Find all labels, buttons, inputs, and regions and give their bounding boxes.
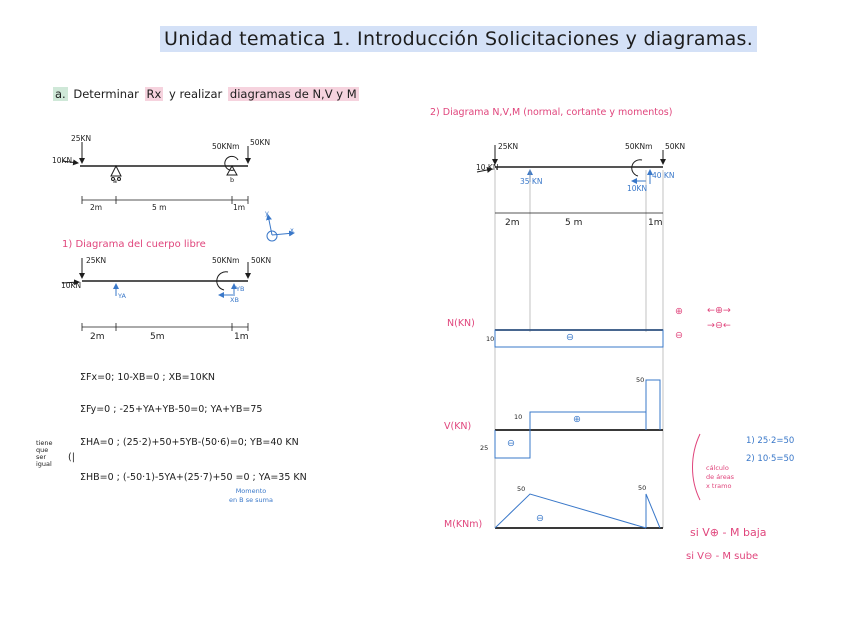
- beam-support-b-label: b: [230, 176, 235, 184]
- nvm-moment-50: 50KNm: [625, 142, 653, 151]
- brace-mark: [693, 434, 701, 500]
- axis-x-label: x: [290, 226, 294, 234]
- n-axis-label: N(KN): [447, 318, 475, 329]
- fbd-load-10: 10KN: [61, 281, 82, 290]
- task-rx: Rx: [146, 87, 162, 101]
- calc-area-1: 1) 25·2=50: [746, 436, 795, 446]
- m-axis-label: M(KNm): [444, 519, 483, 530]
- convention-plus: ⊕: [675, 306, 683, 317]
- beam-load-50: 50KN: [250, 138, 271, 147]
- beam-sketch: [62, 142, 294, 241]
- fbd-dim-2: 2m: [90, 332, 105, 342]
- convention-minus-arrows: →⊖←: [707, 320, 731, 331]
- task-prefix: Determinar: [73, 87, 139, 101]
- moment-arrow: [225, 156, 238, 170]
- calc-area-2: 2) 10·5=50: [746, 454, 795, 464]
- v-value-25: 25: [480, 444, 489, 452]
- normal-force-diagram: [495, 330, 663, 347]
- free-body-diagram: [62, 258, 248, 331]
- beam-moment-50: 50KNm: [212, 142, 240, 151]
- equation-sum-ma: ΣHA=0 ; (25·2)+50+5YB-(50·6)=0; YB=40 KN: [80, 437, 299, 448]
- n-sign: ⊖: [566, 332, 574, 343]
- m-value-50a: 50: [517, 485, 526, 493]
- task-marker: a.: [55, 87, 66, 101]
- moment-diagram: [495, 494, 663, 528]
- equation-sum-fx: ΣFx=0; 10-XB=0 ; XB=10KN: [80, 372, 216, 383]
- v-negative-sign: ⊖: [507, 438, 515, 449]
- task-diagrams: diagramas de N,V y M: [229, 87, 357, 101]
- side-mark: (|: [68, 452, 75, 463]
- beam-support-a-label: a: [113, 177, 117, 185]
- beam-load-10: 10KN: [52, 156, 73, 165]
- rule-negative-shear: si V⊖ - M sube: [686, 551, 759, 562]
- fbd-heading: 1) Diagrama del cuerpo libre: [62, 239, 206, 250]
- nvm-dim-2: 2m: [505, 218, 520, 228]
- nvm-reaction-40: 40 KN: [652, 171, 675, 180]
- fbd-dim-1: 1m: [234, 332, 249, 342]
- fbd-load-25: 25KN: [86, 256, 107, 265]
- v-value-10: 10: [514, 413, 523, 421]
- area-note: cálculo de áreas x tramo: [706, 464, 735, 490]
- nvm-reaction-10: 10KN: [627, 184, 648, 193]
- beam-load-25: 25KN: [71, 134, 92, 143]
- page-title: Unidad tematica 1. Introducción Solicitaciones y diagramas.: [160, 26, 757, 52]
- moment-note: Momento en B se suma: [229, 487, 273, 504]
- v-axis-label: V(KN): [444, 421, 472, 432]
- convention-plus-arrows: ←⊕→: [707, 305, 731, 316]
- nvm-dim-5: 5 m: [565, 218, 583, 228]
- beam-dim-2: 2m: [90, 203, 103, 212]
- n-value: 10: [486, 335, 495, 343]
- v-value-50: 50: [636, 376, 645, 384]
- beam-dim-1: 1m: [233, 203, 246, 212]
- equation-sum-mb: ΣHB=0 ; (-50·1)-5YA+(25·7)+50 =0 ; YA=35 KN: [80, 472, 307, 483]
- equation-sum-fy: ΣFy=0 ; -25+YA+YB-50=0; YA+YB=75: [80, 404, 263, 415]
- fbd-ya: YA: [118, 292, 126, 300]
- fbd-moment-50: 50KNm: [212, 256, 240, 265]
- fbd-xb: XB: [230, 296, 239, 304]
- m-value-50b: 50: [638, 484, 647, 492]
- axis-y-label: y: [265, 209, 269, 217]
- fbd-yb: YB: [236, 285, 245, 293]
- beam-dim-5: 5 m: [152, 203, 167, 212]
- nvm-load-50: 50KN: [665, 142, 686, 151]
- m-negative-sign: ⊖: [536, 513, 544, 524]
- convention-minus: ⊖: [675, 330, 683, 341]
- side-note: tiene que ser igual: [36, 439, 53, 468]
- support-a-icon: [111, 166, 121, 176]
- nvm-reaction-35: 35 KN: [520, 177, 543, 186]
- fbd-dim-5: 5m: [150, 332, 165, 342]
- nvm-load-25: 25KN: [498, 142, 519, 151]
- task-middle: y realizar: [168, 87, 223, 101]
- nvm-load-10: 10 KN: [476, 163, 499, 172]
- nvm-dim-1: 1m: [648, 218, 663, 228]
- nvm-heading: 2) Diagrama N,V,M (normal, cortante y momentos): [430, 107, 673, 118]
- fbd-load-50: 50KN: [251, 256, 272, 265]
- rule-positive-shear: si V⊕ - M baja: [690, 526, 767, 539]
- v-positive-sign: ⊕: [573, 414, 581, 425]
